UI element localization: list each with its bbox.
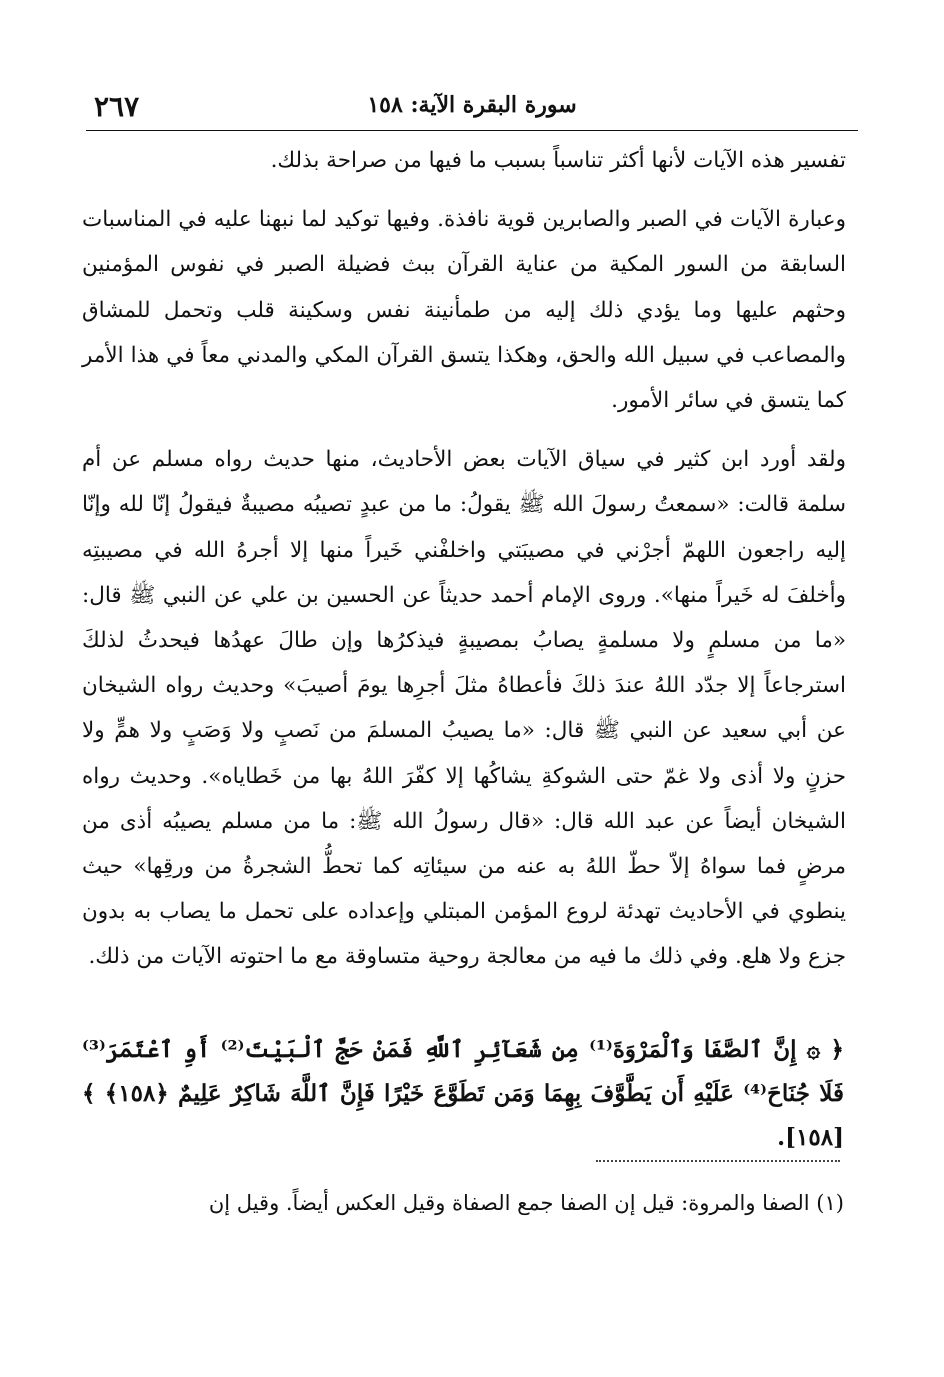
paragraph-2: وعبارة الآيات في الصبر والصابرين قوية نافذة. وفيها توكيد لما نبهنا عليه في المناسبات السابقة من السور المكية من عناية القرآن ببث فضيلة الصبر في نفوس المؤمنين وحثهم عليها وما يؤدي ذلك إليه من طمأنينة نفس وسكينة قلب وتحمل للمشاق والمصاعب في سبيل الله والحق، وهكذا يتسق القرآن المكي والمدني معاً في هذا الأمر كما يتسق في سائر الأمور. — [82, 207, 846, 414]
page-header — [86, 84, 858, 131]
footnote-separator — [596, 1160, 840, 1162]
quran-verse: ﴿ ۞ إِنَّ ٱلصَّفَا وَٱلْمَرْوَةَ⁽¹⁾ مِن شَعَآئِرِ ٱللَّهِ فَمَنْ حَجَّ ٱلْبَيْتَ⁽²⁾ أَوِ ٱعْتَمَرَ⁽³⁾ فَلَا جُنَاحَ⁽⁴⁾ عَلَيْهِ أَن يَطَّوَّفَ بِهِمَا وَمَن تَطَوَّعَ خَيْرًا فَإِنَّ ٱللَّهَ شَاكِرٌ عَلِيمٌ ﴿١٥٨﴾ ﴾ [١٥٨]. — [82, 1036, 844, 1151]
running-title: سورة البقرة الآية: ١٥٨ — [367, 92, 577, 118]
paragraph-1: تفسير هذه الآيات لأنها أكثر تناسباً بسبب ما فيها من صراحة بذلك. — [270, 148, 846, 173]
page-number: ٢٦٧ — [94, 90, 140, 123]
footnote-1: (١) الصفا والمروة: قيل إن الصفا جمع الصفاة وقيل العكس أيضاً. وقيل إن — [208, 1191, 844, 1215]
paragraph-3: ولقد أورد ابن كثير في سياق الآيات بعض الأحاديث، منها حديث رواه مسلم عن أم سلمة قالت: «سمعتُ رسولَ الله ﷺ يقولُ: ما من عبدٍ تصيبُه مصيبةٌ فيقولُ إنّا لله وإنّا إليه راجعون اللهمّ أجرْني في مصيبَتي واخلفْني خَيراً منها إلا أجرهُ الله في مصيبتِه وأخلفَ له خَيراً منها». وروى الإمام أحمد حديثاً عن الحسين بن علي عن النبي ﷺ قال: «ما من مسلمٍ ولا مسلمةٍ يصابُ بمصيبةٍ فيذكرُها وإن طالَ عهدُها فيحدثُ لذلكَ استرجاعاً إلا جدّد اللهُ عندَ ذلكَ فأعطاهُ مثلَ أجرِها يومَ أصيبَ» وحديث رواه الشيخان عن أبي سعيد عن النبي ﷺ قال: «ما يصيبُ المسلمَ من نَصبٍ ولا وَصَبٍ ولا همٍّ ولا حزنٍ ولا أذى ولا غمّ حتى الشوكةِ يشاكُها إلا كفّرَ اللهُ بها من خَطاياه». وحديث رواه الشيخان أيضاً عن عبد الله قال: «قال رسولُ الله ﷺ: ما من مسلم يصيبُه أذى من مرضٍ فما سواهُ إلاّ حطّ اللهُ به عنه من سيئاتِه كما تحطُّ الشجرةُ من ورقِها» حيث ينطوي في الأحاديث تهدئة لروع المؤمن المبتلي وإعداده على تحمل ما يصاب به بدون جزع ولا هلع. وفي ذلك ما فيه من معالجة روحية متساوقة مع ما احتوته الآيات من ذلك. — [82, 447, 846, 970]
body-text — [82, 138, 846, 980]
